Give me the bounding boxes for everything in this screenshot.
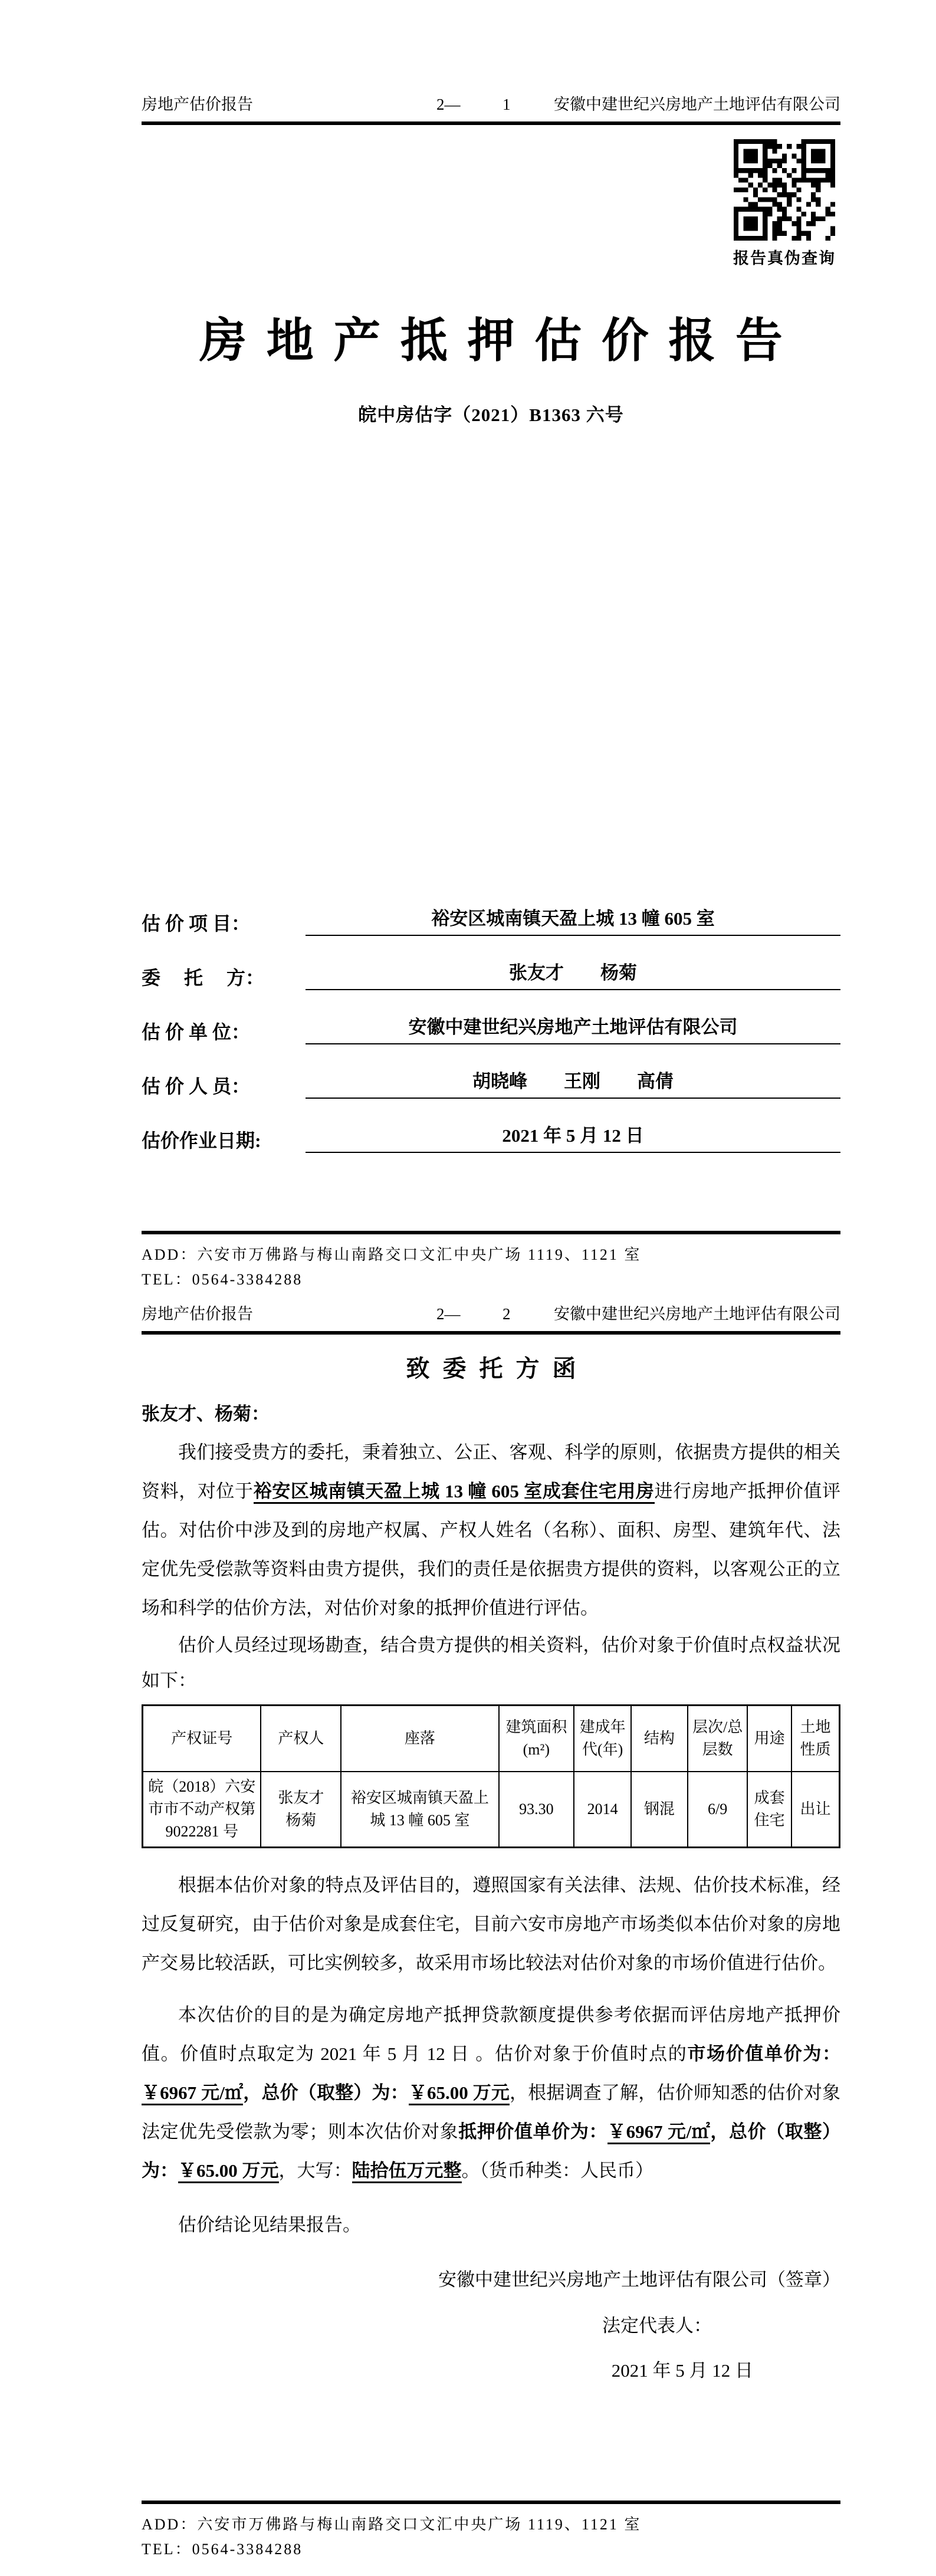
table-header-cell: 结构 <box>631 1706 688 1772</box>
field-value: 2021 年 5 月 12 日 <box>306 1121 840 1153</box>
text-segment: ￥6967 元/㎡ <box>142 2082 243 2105</box>
table-cell: 钢混 <box>631 1772 688 1848</box>
page1-footer <box>142 1231 840 1292</box>
footer-phone: TEL：0564-3384288 <box>142 1271 303 1288</box>
table-header-cell: 产权人 <box>261 1706 341 1772</box>
letter-paragraph-1 <box>142 1433 840 1628</box>
field-label: 估 价 人 员： <box>142 1076 251 1097</box>
letter-paragraph-3: 根据本估价对象的特点及评估目的，遵照国家有关法律、法规、估价技术标准，经过反复研究，由于估价对象是成套住宅，目前六安市房地产市场类似本估价对象的房地产交易比较活跃，可比实例较多，故采用市场比较法对估价对象的市场价值进行估价。 <box>142 1874 840 1973</box>
text-segment: 总价（取整）为： <box>142 2121 841 2181</box>
header-page-number: 2 <box>503 1305 511 1323</box>
text-segment: 总价（取整）为： <box>261 2082 409 2103</box>
header-page-total: 2— <box>436 96 461 113</box>
page2-footer <box>142 2501 840 2562</box>
table-cell: 6/9 <box>688 1772 748 1848</box>
field-appraisers <box>142 1044 840 1099</box>
footer-phone: TEL：0564-3384288 <box>142 2540 303 2558</box>
text-segment: 我们接受贵方的委托，秉着独立、公正、客观、科学的原则，依据贵方提供的相关资料，对位于 <box>142 1442 840 1501</box>
table-cell: 93.30 <box>499 1772 574 1848</box>
text-segment: 陆拾伍万元整 <box>352 2160 462 2183</box>
field-label: 估 价 项 目： <box>142 913 251 934</box>
property-rights-table <box>142 1704 840 1848</box>
field-label: 估 价 单 位： <box>142 1021 251 1043</box>
table-cell: 成套住宅 <box>747 1772 791 1848</box>
text-segment: ， <box>710 2121 730 2142</box>
footer-address: ADD：六安市万佛路与梅山南路交口文汇中央广场 1119、1121 室 <box>142 1246 642 1263</box>
letter-salutation: 张友才、杨菊： <box>142 1404 270 1424</box>
field-label: 估价作业日期: <box>142 1130 261 1151</box>
table-cell: 2014 <box>574 1772 631 1848</box>
field-client <box>142 936 840 990</box>
header-page-number: 1 <box>503 96 511 113</box>
table-header-row <box>143 1706 840 1772</box>
signature-legal-rep: 法定代表人： <box>602 2315 712 2336</box>
table-header-cell: 土地性质 <box>792 1706 840 1772</box>
table-cell: 皖（2018）六安市市不动产权第 9022281 号 <box>143 1772 261 1848</box>
text-segment: ， <box>243 2082 262 2103</box>
table-header-cell: 建成年代(年) <box>574 1706 631 1772</box>
footer-address: ADD：六安市万佛路与梅山南路交口文汇中央广场 1119、1121 室 <box>142 2515 642 2533</box>
text-segment: ￥65.00 万元 <box>409 2082 510 2105</box>
table-header-cell: 用途 <box>747 1706 791 1772</box>
text-segment: 抵押价值单价为： <box>458 2121 608 2142</box>
field-work-date <box>142 1099 840 1153</box>
header-company: 安徽中建世纪兴房地产土地评估有限公司 <box>554 1305 840 1323</box>
letter-title: 致委托方函 <box>406 1355 589 1382</box>
table-cell: 出让 <box>792 1772 840 1848</box>
field-value: 胡晓峰 王刚 高倩 <box>306 1066 840 1099</box>
header-doc-type: 房地产估价报告 <box>142 1305 253 1323</box>
field-label: 委 托 方： <box>142 967 265 988</box>
field-value: 安徽中建世纪兴房地产土地评估有限公司 <box>306 1012 840 1044</box>
text-segment: 市场价值单价为： <box>687 2043 841 2064</box>
letter-paragraph-2: 估价人员经过现场勘查，结合贵方提供的相关资料，估价对象于价值时点权益状况如下： <box>142 1635 840 1691</box>
header-doc-type: 房地产估价报告 <box>142 96 253 113</box>
header-company: 安徽中建世纪兴房地产土地评估有限公司 <box>554 96 840 113</box>
table-header-cell: 座落 <box>341 1706 498 1772</box>
text-segment: ，根据调查了解，估价师知悉的估价对象法定优先受偿款为零；则本次估价对象 <box>142 2082 841 2142</box>
table-header-cell: 产权证号 <box>143 1706 261 1772</box>
header-rule <box>142 1331 840 1335</box>
field-agency <box>142 990 840 1044</box>
field-project <box>142 882 840 936</box>
table-row <box>143 1772 840 1848</box>
page1-running-header <box>142 92 840 117</box>
text-segment: 进行房地产抵押价值评估。对估价中涉及到的房地产权属、产权人姓名（名称）、面积、房型、建筑年代、法定优先受偿款等资料由贵方提供，我们的责任是依据贵方提供的资料，以客观公正的立场和科学的估价方法，对估价对象的抵押价值进行评估。 <box>142 1481 841 1618</box>
header-page-total: 2— <box>436 1305 461 1323</box>
text-segment: ，大写： <box>278 2160 352 2181</box>
letter-paragraph-4 <box>142 1996 840 2190</box>
text-segment: 本次估价的目的是为确定房地产抵押贷款额度提供参考依据而评估房地产抵押价值。价值时点取定为 2021 年 5 月 12 日 。估价对象于价值时点的 <box>142 2004 840 2064</box>
report-title: 房地产抵押估价报告 <box>199 316 803 367</box>
table-cell: 张友才 杨菊 <box>261 1772 341 1848</box>
qr-caption: 报告真伪查询 <box>733 249 836 267</box>
text-segment: 裕安区城南镇天盈上城 13 幢 605 室成套住宅用房 <box>254 1481 655 1504</box>
table-header-cell: 建筑面积(m²) <box>499 1706 574 1772</box>
cover-fields <box>142 882 840 1153</box>
report-doc-number: 皖中房估字（2021）B1363 六号 <box>358 405 624 425</box>
table-header-cell: 层次/总层数 <box>688 1706 748 1772</box>
table-cell: 裕安区城南镇天盈上城 13 幢 605 室 <box>341 1772 498 1848</box>
text-segment: 。（货币种类：人民币） <box>461 2160 653 2181</box>
qr-block <box>728 139 840 268</box>
field-value: 裕安区城南镇天盈上城 13 幢 605 室 <box>306 903 840 936</box>
signature-company: 安徽中建世纪兴房地产土地评估有限公司（签章） <box>438 2269 840 2290</box>
text-segment: ￥65.00 万元 <box>178 2160 279 2183</box>
text-segment: ￥6967 元/㎡ <box>607 2121 710 2144</box>
qr-code <box>734 139 835 241</box>
header-rule <box>142 121 840 125</box>
letter-paragraph-5: 估价结论见结果报告。 <box>178 2214 361 2235</box>
signature-date: 2021 年 5 月 12 日 <box>611 2360 753 2381</box>
page2-running-header <box>142 1302 840 1326</box>
field-value: 张友才 杨菊 <box>306 958 840 990</box>
